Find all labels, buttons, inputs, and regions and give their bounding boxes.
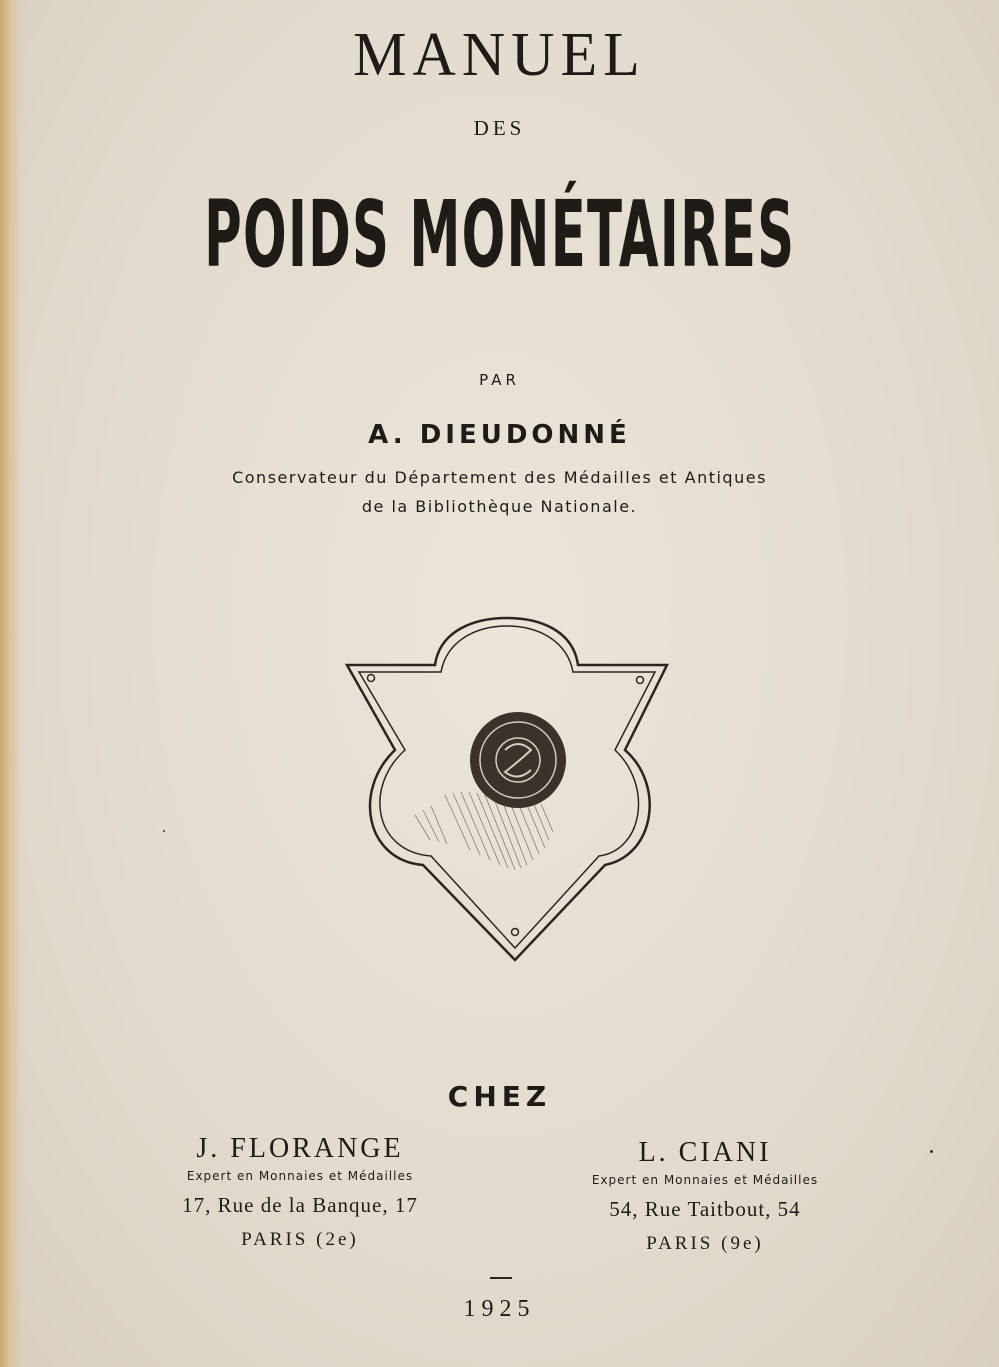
emblem-hole-left <box>368 675 375 682</box>
coin-weight-icon <box>335 610 680 970</box>
publisher-right-city: PARIS (9e) <box>646 1233 764 1254</box>
title-main-text: POIDS MONÉTAIRES <box>203 181 796 288</box>
byline-par: PAR <box>479 371 520 389</box>
publisher-left-address: 17, Rue de la Banque, 17 <box>182 1193 418 1217</box>
publisher-chez: CHEZ <box>447 1080 552 1113</box>
author-name: A. DIEUDONNÉ <box>368 420 631 450</box>
publisher-left-role: Expert en Monnaies et Médailles <box>186 1169 414 1183</box>
publisher-left-city: PARIS (2e) <box>241 1229 359 1250</box>
title-main <box>0 175 999 295</box>
author-affiliation-line2: de la Bibliothèque Nationale. <box>361 497 638 516</box>
publisher-right-name: L. CIANI <box>638 1137 772 1168</box>
author-affiliation-line1: Conservateur du Département des Médailles et Antiques <box>232 468 767 487</box>
publisher-left-name: J. FLORANGE <box>196 1133 404 1164</box>
publisher-right <box>555 1136 855 1262</box>
publisher-left <box>150 1132 450 1258</box>
publisher-right-role: Expert en Monnaies et Médailles <box>591 1173 819 1187</box>
year-divider <box>490 1277 512 1279</box>
paper-speck <box>930 1150 933 1153</box>
emblem-hole-right <box>637 677 644 684</box>
emblem-coin <box>470 712 566 808</box>
paper-speck <box>163 830 165 832</box>
publisher-right-address: 54, Rue Taitbout, 54 <box>609 1197 801 1221</box>
publication-year: 1925 <box>463 1296 536 1322</box>
emblem-hole-bottom <box>512 929 519 936</box>
title-des: DES <box>473 116 526 140</box>
title-manuel: MANUEL <box>353 19 646 89</box>
